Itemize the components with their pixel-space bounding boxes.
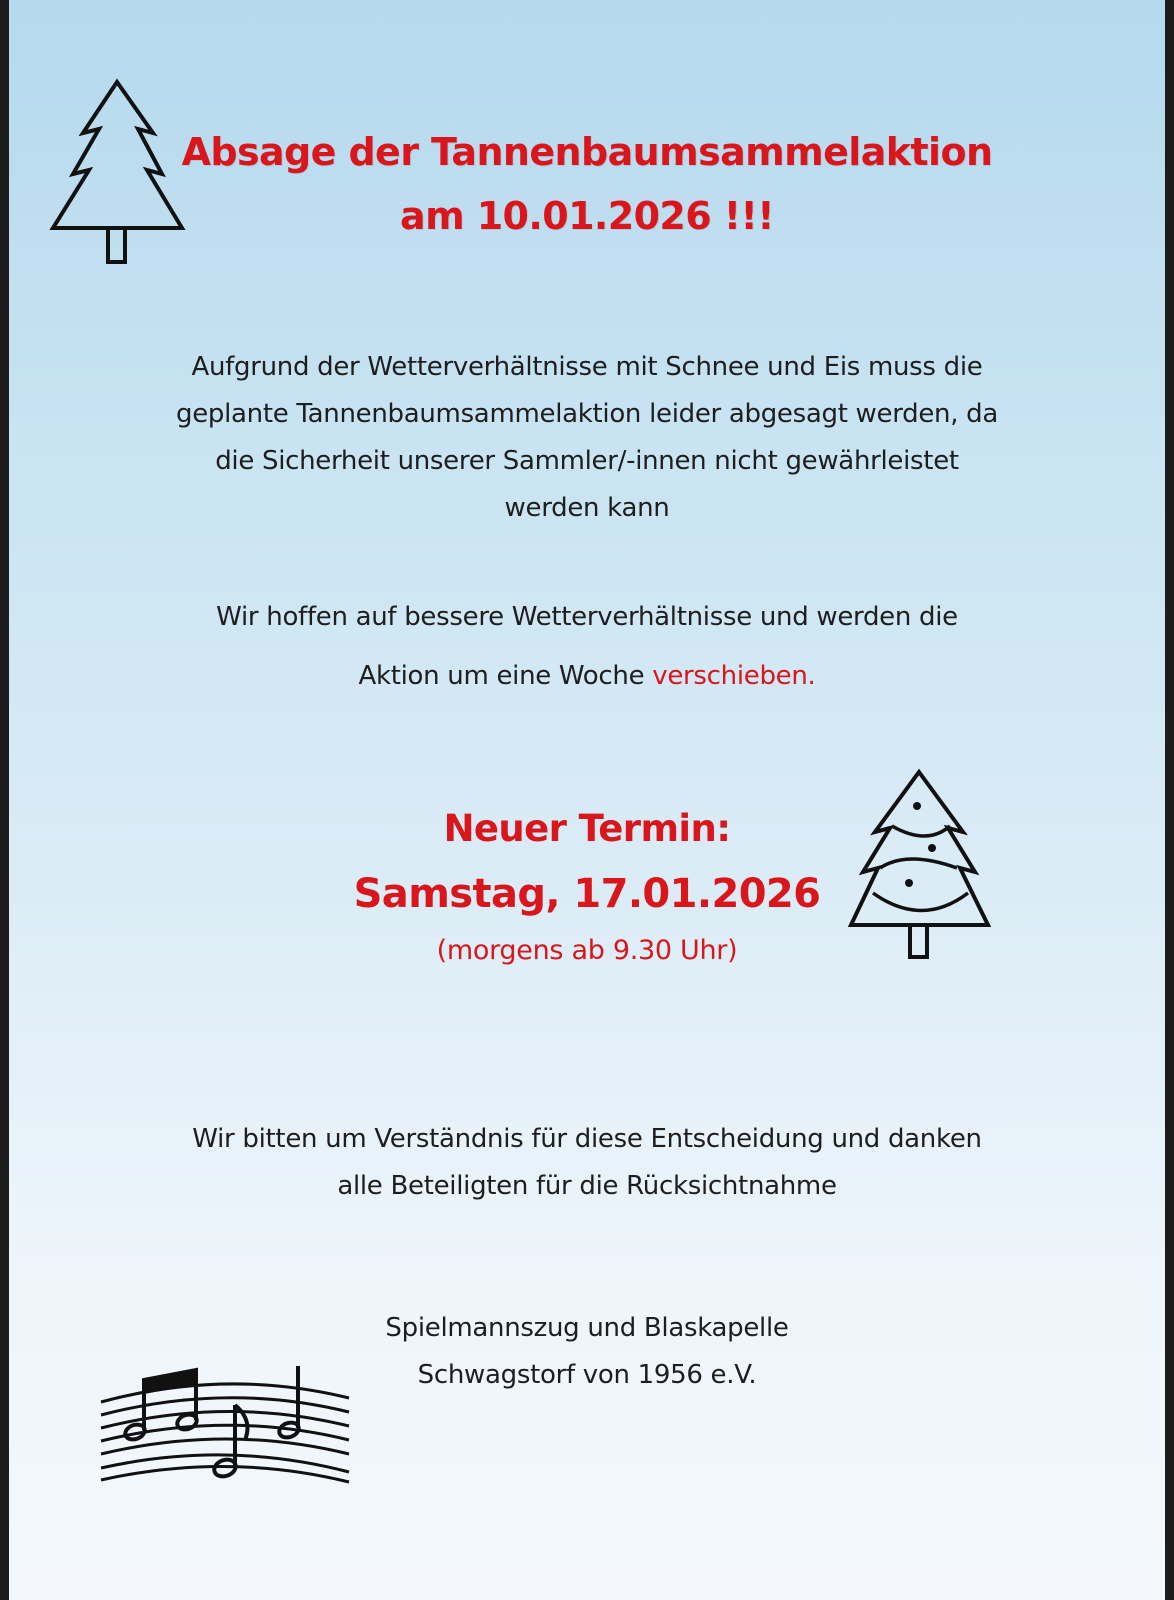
reason-line-4: werden kann: [504, 493, 670, 523]
headline-line-1: Absage der Tannenbaumsammelaktion: [181, 130, 993, 174]
thanks-line-1: Wir bitten um Verständnis für diese Entscheidung und danken: [192, 1124, 982, 1154]
new-date-label: Neuer Termin:: [443, 807, 731, 850]
hope-line-2: [9, 661, 1165, 691]
decorated-christmas-tree-icon: [847, 768, 992, 968]
new-date-time: (morgens ab 9.30 Uhr): [436, 935, 738, 966]
signature-line-1: Spielmannszug und Blaskapelle: [385, 1313, 789, 1343]
reason-line-2: geplante Tannenbaumsammelaktion leider abgesagt werden, da: [175, 399, 998, 429]
headline-line-2: am 10.01.2026 !!!: [400, 194, 774, 238]
flyer-page: [9, 0, 1165, 1600]
hope-line-1: Wir hoffen auf bessere Wetterverhältnisse und werden die: [216, 602, 958, 632]
hope-line-2-text: Aktion um eine Woche: [358, 661, 653, 691]
postpone-highlight: verschieben.: [652, 661, 816, 691]
pine-tree-icon: [51, 80, 191, 270]
new-date-value: Samstag, 17.01.2026: [353, 871, 821, 917]
reason-line-1: Aufgrund der Wetterverhältnisse mit Schnee und Eis muss die: [191, 352, 983, 382]
music-notes-icon: [97, 1360, 357, 1490]
signature-line-2: Schwagstorf von 1956 e.V.: [417, 1360, 757, 1390]
reason-line-3: die Sicherheit unserer Sammler/-innen nicht gewährleistet: [215, 446, 959, 476]
thanks-line-2: alle Beteiligten für die Rücksichtnahme: [337, 1171, 837, 1201]
